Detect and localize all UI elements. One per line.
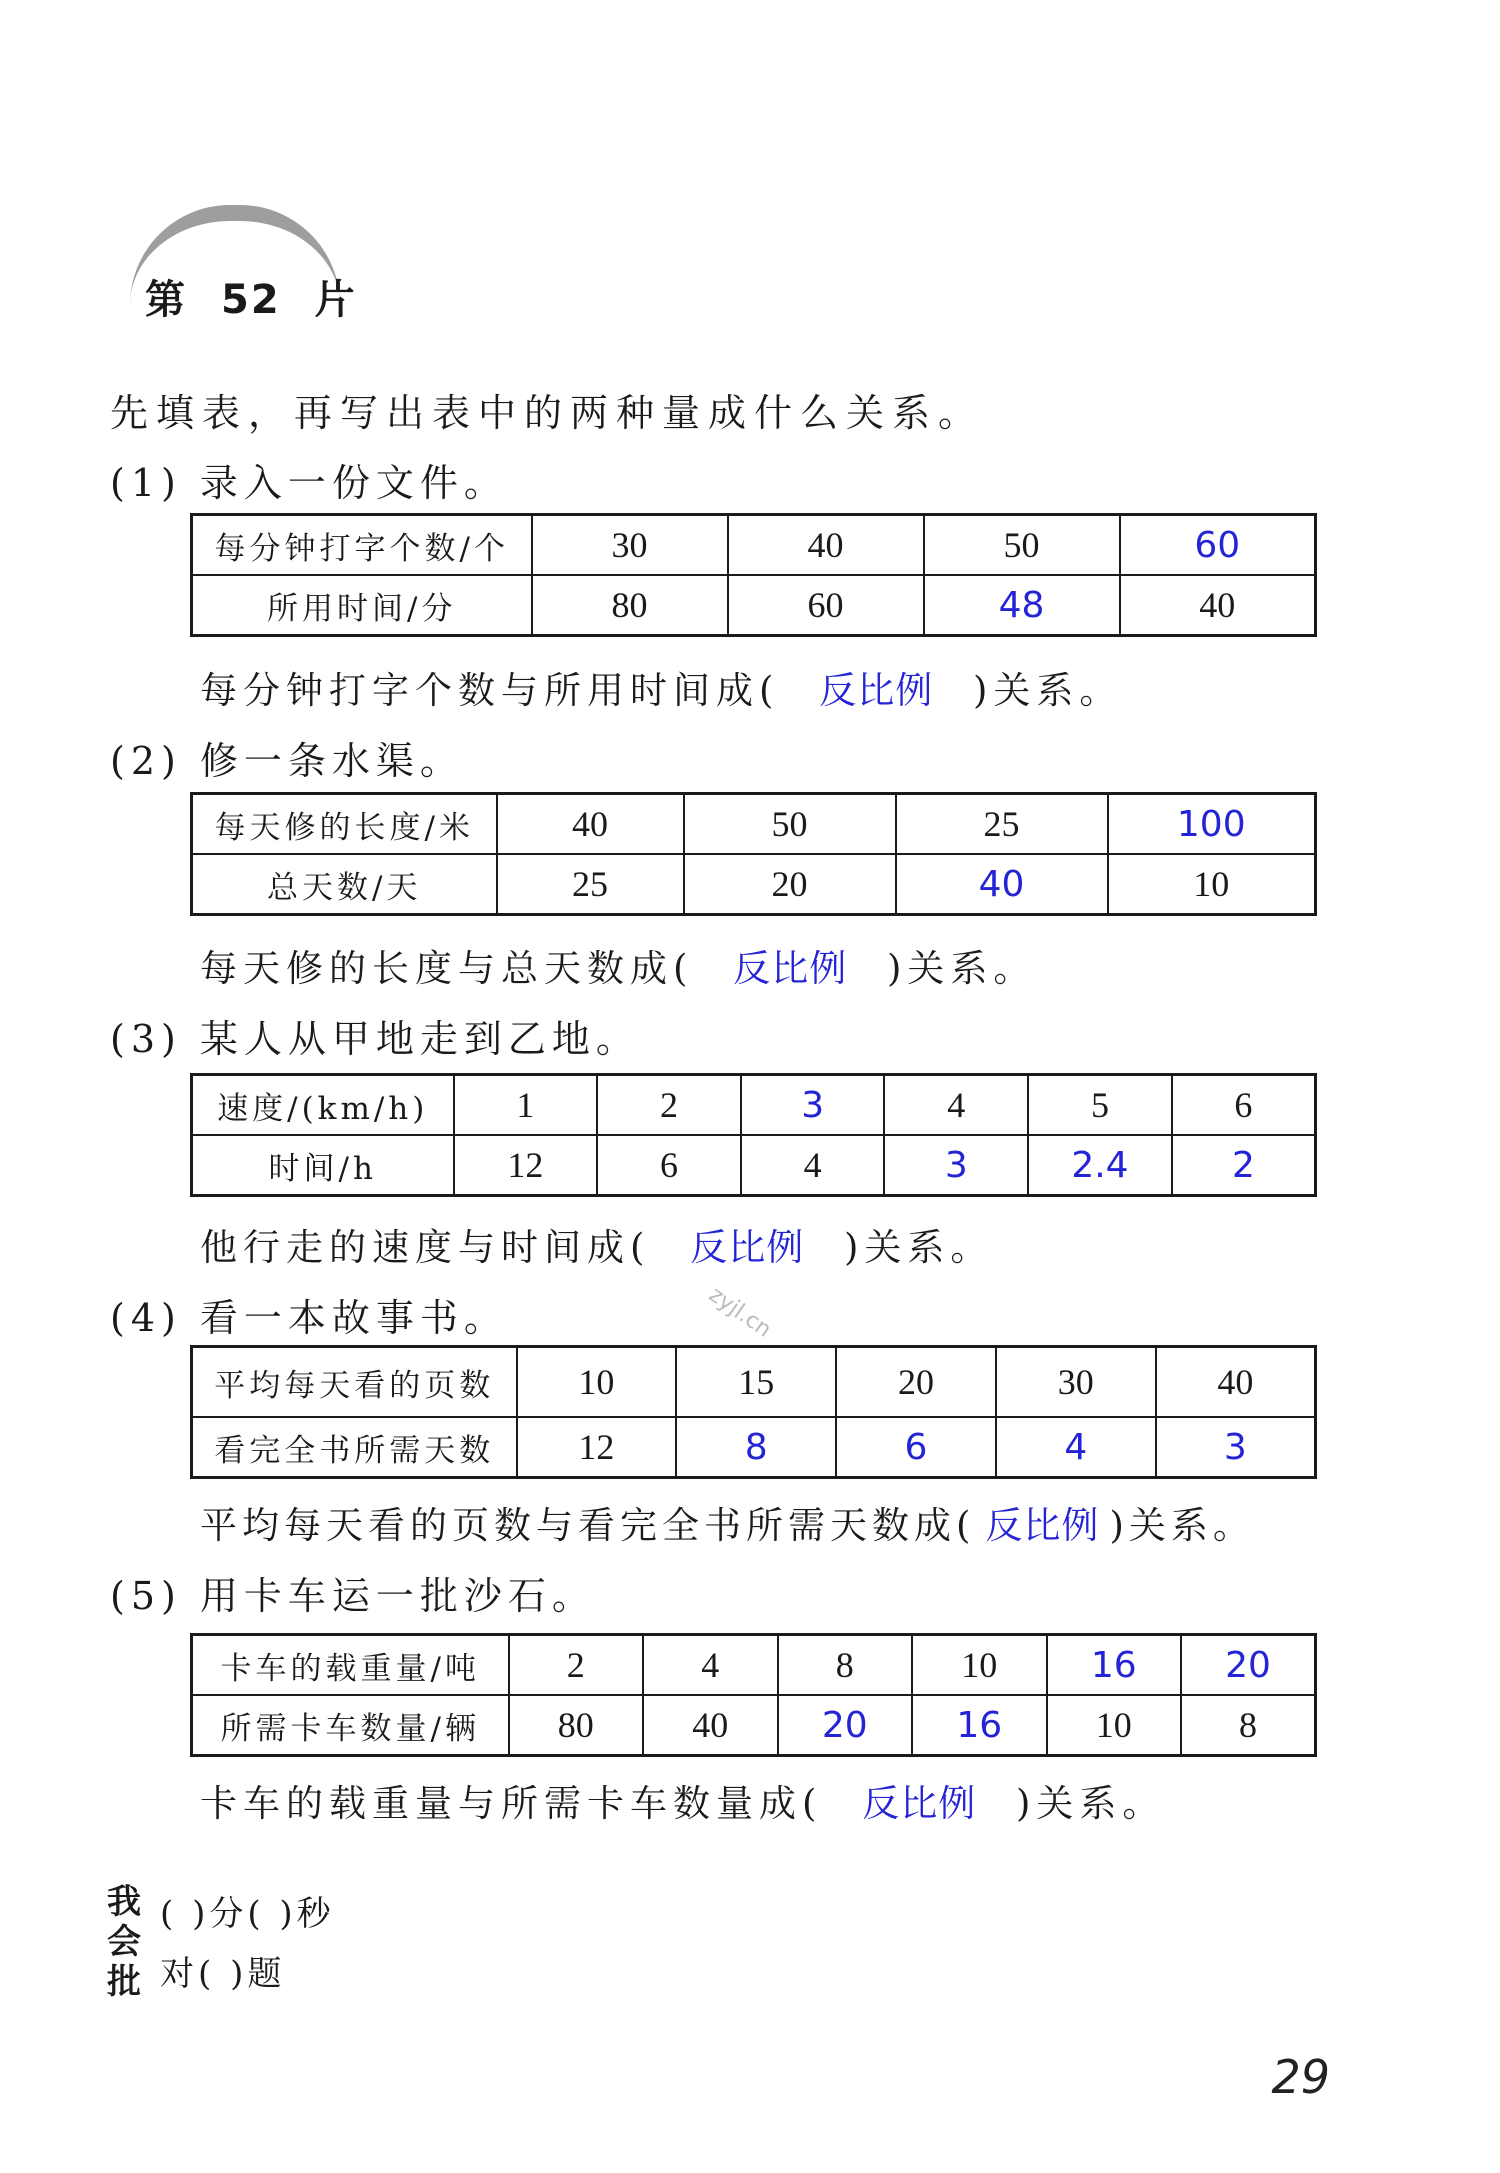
sentence-after: )关系。	[886, 947, 1037, 990]
table-cell: 2	[597, 1075, 741, 1136]
question-1-table	[190, 513, 1317, 637]
table-cell: 40	[497, 794, 684, 855]
answer-text: 反比例	[985, 1504, 1100, 1547]
filled-answer-cell: 3	[884, 1135, 1028, 1196]
table-row	[192, 1075, 1316, 1136]
table-cell: 15	[676, 1347, 836, 1418]
correct-count-line: 对( )题	[160, 1954, 286, 1994]
table-row	[192, 1347, 1316, 1418]
filled-answer-cell: 2	[1172, 1135, 1316, 1196]
question-5-table	[190, 1633, 1317, 1757]
table-cell: 80	[509, 1695, 644, 1756]
filled-answer-cell: 3	[741, 1075, 885, 1136]
row-label: 总天数/天	[192, 854, 497, 915]
answer-text: 反比例	[733, 947, 848, 990]
question-4-answer-line	[200, 1495, 1255, 1549]
sentence-before: 他行走的速度与时间成(	[200, 1226, 651, 1269]
filled-answer-cell: 4	[996, 1417, 1156, 1478]
filled-answer-cell: 3	[1156, 1417, 1316, 1478]
table-cell: 2	[509, 1635, 644, 1696]
row-label: 时间/h	[192, 1135, 454, 1196]
table-cell: 50	[684, 794, 896, 855]
question-2-answer-line	[200, 938, 1036, 992]
heading-number: 52	[221, 277, 281, 323]
table-cell: 4	[643, 1635, 778, 1696]
row-label: 所需卡车数量/辆	[192, 1695, 509, 1756]
sentence-after: )关系。	[843, 1226, 994, 1269]
grading-char: 我	[107, 1882, 141, 1922]
table-cell: 30	[532, 515, 728, 576]
page-number: 29	[1271, 2050, 1330, 2104]
time-record-line: ( )分( )秒	[160, 1894, 335, 1934]
table-cell: 40	[643, 1695, 778, 1756]
row-label: 每分钟打字个数/个	[192, 515, 532, 576]
row-label: 平均每天看的页数	[192, 1347, 517, 1418]
heading-suffix: 片	[314, 277, 357, 323]
grading-char: 批	[107, 1962, 141, 2002]
filled-answer-cell: 8	[676, 1417, 836, 1478]
table-cell: 1	[454, 1075, 598, 1136]
table-cell: 8	[1181, 1695, 1316, 1756]
table-cell: 4	[884, 1075, 1028, 1136]
table-cell: 10	[1108, 854, 1316, 915]
table-row	[192, 1417, 1316, 1478]
table-cell: 20	[836, 1347, 996, 1418]
filled-answer-cell: 20	[778, 1695, 913, 1756]
row-label: 速度/(km/h)	[192, 1075, 454, 1136]
question-3-title: (3) 某人从甲地走到乙地。	[110, 1017, 640, 1061]
question-3-table	[190, 1073, 1317, 1197]
table-cell: 12	[454, 1135, 598, 1196]
table-cell: 6	[1172, 1075, 1316, 1136]
sentence-before: 每天修的长度与总天数成(	[200, 947, 694, 990]
filled-answer-cell: 16	[912, 1695, 1047, 1756]
question-4-title: (4) 看一本故事书。	[110, 1296, 508, 1340]
question-1-title: (1) 录入一份文件。	[110, 461, 508, 505]
question-2-title: (2) 修一条水渠。	[110, 739, 464, 783]
question-5-answer-line	[200, 1773, 1165, 1827]
filled-answer-cell: 20	[1181, 1635, 1316, 1696]
watermark: zyjl.cn	[704, 1282, 776, 1343]
table-cell: 30	[996, 1347, 1156, 1418]
table-cell: 6	[597, 1135, 741, 1196]
sentence-after: )关系。	[972, 669, 1123, 712]
row-label: 卡车的载重量/吨	[192, 1635, 509, 1696]
table-cell: 10	[1047, 1695, 1182, 1756]
filled-answer-cell: 6	[836, 1417, 996, 1478]
row-label: 看完全书所需天数	[192, 1417, 517, 1478]
table-cell: 10	[912, 1635, 1047, 1696]
table-row	[192, 1135, 1316, 1196]
table-cell: 8	[778, 1635, 913, 1696]
instruction-text: 先填表，再写出表中的两种量成什么关系。	[110, 391, 985, 435]
table-cell: 5	[1028, 1075, 1172, 1136]
question-1-answer-line	[200, 660, 1122, 714]
sentence-before: 每分钟打字个数与所用时间成(	[200, 669, 780, 712]
table-row	[192, 854, 1316, 915]
question-2-table	[190, 792, 1317, 916]
filled-answer-cell: 100	[1108, 794, 1316, 855]
self-grading-label	[107, 1882, 149, 2002]
sentence-before: 平均每天看的页数与看完全书所需天数成(	[200, 1504, 976, 1547]
table-row	[192, 515, 1316, 576]
table-cell: 50	[924, 515, 1120, 576]
table-cell: 60	[728, 575, 924, 636]
filled-answer-cell: 60	[1120, 515, 1316, 576]
filled-answer-cell: 16	[1047, 1635, 1182, 1696]
table-row	[192, 1695, 1316, 1756]
filled-answer-cell: 48	[924, 575, 1120, 636]
table-cell: 40	[728, 515, 924, 576]
table-cell: 40	[1120, 575, 1316, 636]
table-row	[192, 1635, 1316, 1696]
question-4-table	[190, 1345, 1317, 1479]
table-cell: 25	[896, 794, 1108, 855]
table-cell: 4	[741, 1135, 885, 1196]
sentence-after: )关系。	[1109, 1504, 1255, 1547]
table-cell: 40	[1156, 1347, 1316, 1418]
table-cell: 10	[517, 1347, 677, 1418]
heading-prefix: 第	[145, 277, 187, 323]
table-cell: 20	[684, 854, 896, 915]
table-row	[192, 575, 1316, 636]
answer-text: 反比例	[862, 1782, 977, 1825]
row-label: 所用时间/分	[192, 575, 532, 636]
page-heading	[145, 268, 357, 325]
answer-text: 反比例	[690, 1226, 805, 1269]
row-label: 每天修的长度/米	[192, 794, 497, 855]
sentence-after: )关系。	[1015, 1782, 1166, 1825]
table-cell: 25	[497, 854, 684, 915]
table-row	[192, 794, 1316, 855]
filled-answer-cell: 40	[896, 854, 1108, 915]
question-5-title: (5) 用卡车运一批沙石。	[110, 1574, 596, 1618]
grading-char: 会	[107, 1922, 141, 1962]
answer-text: 反比例	[819, 669, 934, 712]
filled-answer-cell: 2.4	[1028, 1135, 1172, 1196]
sentence-before: 卡车的载重量与所需卡车数量成(	[200, 1782, 823, 1825]
question-3-answer-line	[200, 1217, 993, 1271]
table-cell: 12	[517, 1417, 677, 1478]
table-cell: 80	[532, 575, 728, 636]
